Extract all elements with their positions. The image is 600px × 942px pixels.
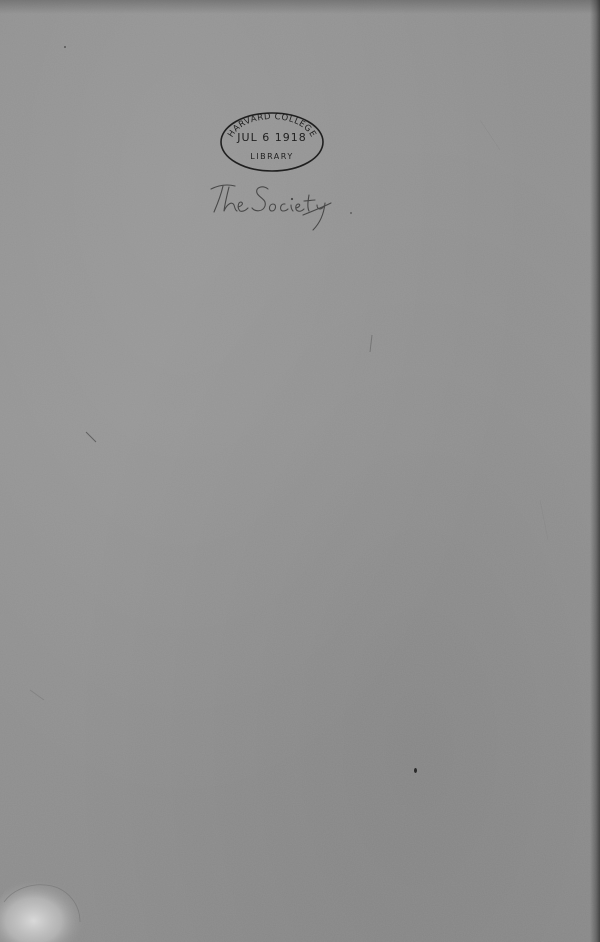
stamp-date: JUL 6 1918 xyxy=(237,131,307,144)
top-edge-shadow xyxy=(0,0,600,14)
stamp-institution: HARVARD COLLEGE xyxy=(226,111,318,140)
ink-speck xyxy=(414,768,417,773)
ink-speck xyxy=(350,212,352,214)
handwritten-note xyxy=(205,175,340,235)
worn-corner xyxy=(0,868,100,942)
library-stamp xyxy=(219,111,325,173)
right-edge-shadow xyxy=(590,0,600,942)
ink-speck xyxy=(64,46,66,48)
stamp-library-label: LIBRARY xyxy=(250,152,294,161)
